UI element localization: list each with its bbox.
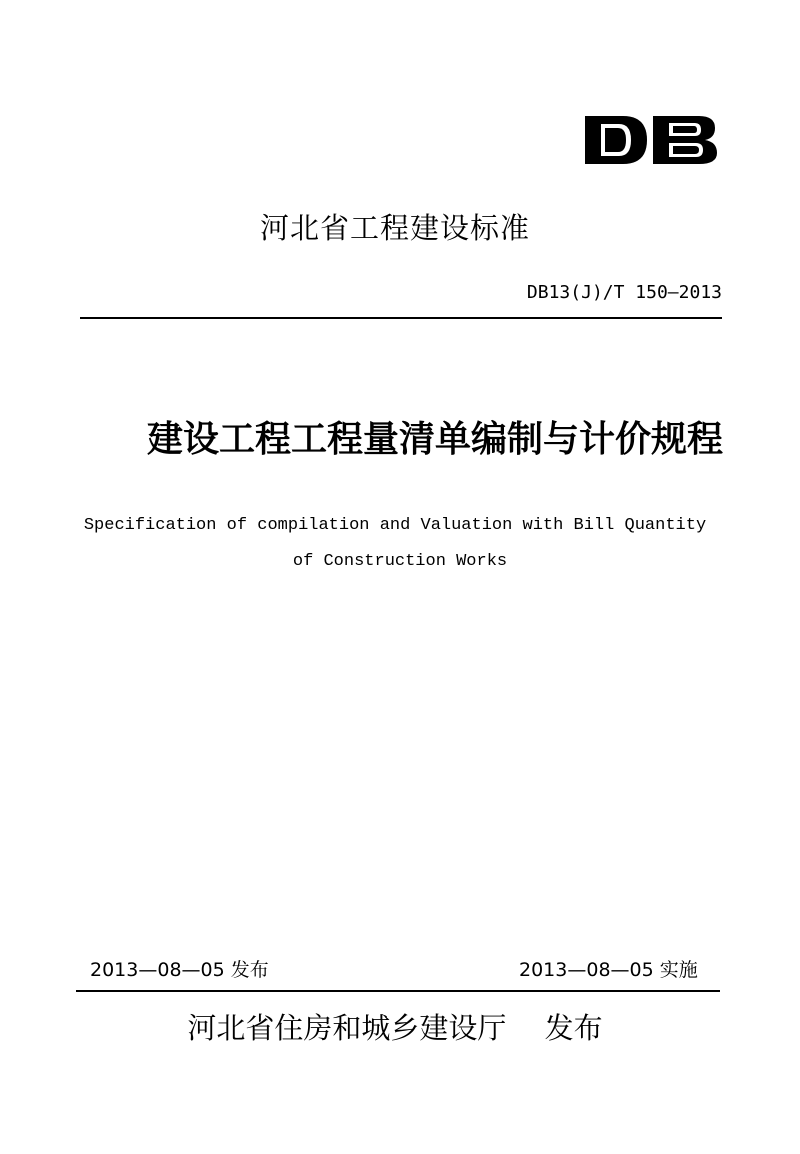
bottom-divider [76,990,720,992]
org-standard-heading: 河北省工程建设标准 [259,211,530,245]
logo-letter-b [653,116,717,164]
standard-number: DB13(J)/T 150—2013 [526,282,722,303]
document-title-en-line1: Specification of compilation and Valuation with Bill Quantity [83,516,707,535]
issue-date: 2013—08—05 发布 [90,959,269,981]
top-divider [80,317,722,319]
document-title-zh: 建设工程工程量清单编制与计价规程 [146,418,723,460]
logo-letter-d [585,116,647,164]
db-standard-logo [583,114,719,166]
implementation-date: 2013—08—05 实施 [519,959,698,981]
document-title-en-line2: of Construction Works [292,552,508,571]
publisher: 河北省住房和城乡建设厅 发布 [187,1011,603,1045]
